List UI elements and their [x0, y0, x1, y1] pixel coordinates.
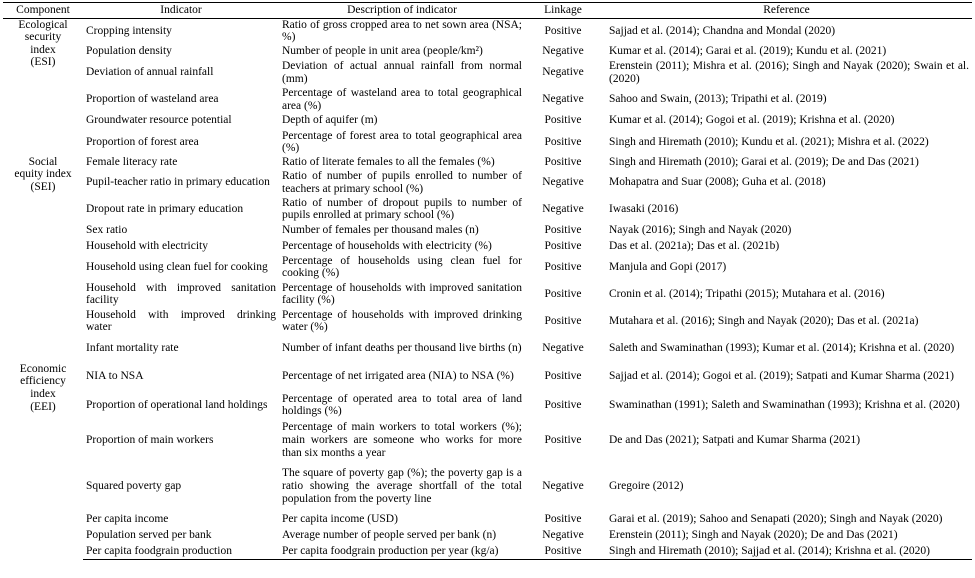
description-cell: Percentage of households using clean fuel for cooking (%)	[282, 254, 522, 280]
header-indicator: Indicator	[83, 3, 279, 19]
component-label-line: Economic	[19, 362, 67, 375]
table-row	[3, 461, 972, 512]
indicator-cell: Household with electricity	[86, 239, 208, 252]
linkage-cell: Positive	[544, 398, 582, 411]
reference-cell: Kumar et al. (2014); Gogoi et al. (2019); Krishna et al. (2020)	[609, 114, 895, 127]
linkage-cell: Negative	[542, 202, 584, 215]
reference-cell: Sajjad et al. (2014); Gogoi et al. (2019); Satpati and Kumar Sharma (2021)	[609, 370, 954, 383]
reference-cell: Das et al. (2021a); Das et al. (2021b)	[609, 239, 780, 252]
reference-cell: Saleth and Swaminathan (1993); Kumar et al. (2014); Krishna et al. (2020)	[609, 342, 955, 355]
description-cell: Per capita income (USD)	[282, 513, 398, 526]
reference-cell: Singh and Hiremath (2010); Kundu et al. (2021); Mishra et al. (2022)	[609, 135, 929, 148]
reference-cell: Gregoire (2012)	[609, 479, 684, 492]
reference-cell: Singh and Hiremath (2010); Sajjad et al. (2014); Krishna et al. (2020)	[601, 544, 972, 560]
indicator-cell: Squared poverty gap	[86, 479, 182, 492]
table-row	[3, 281, 972, 308]
description-cell: Ratio of gross cropped area to net sown area (NSA; %)	[282, 18, 522, 44]
indicator-cell: Per capita income	[86, 513, 169, 526]
reference-cell: Mohapatra and Suar (2008); Guha et al. (2018)	[609, 176, 826, 189]
reference-cell: Erenstein (2011); Mishra et al. (2016); Singh and Nayak (2020); Swain et al. (2020)	[609, 60, 969, 85]
description-cell: Percentage of households with improved drinking water (%)	[282, 308, 522, 334]
component-label-line: security	[24, 31, 62, 44]
linkage-cell: Positive	[544, 114, 582, 127]
description-cell: Ratio of literate females to all the females (%)	[282, 156, 495, 169]
linkage-cell: Positive	[525, 544, 601, 560]
header-reference: Reference	[601, 3, 972, 19]
indicator-cell: Proportion of operational land holdings	[86, 398, 268, 411]
reference-cell: Sahoo and Swain, (2013); Tripathi et al. (2019)	[609, 93, 827, 106]
description-cell: Percentage of net irrigated area (NIA) to NSA (%)	[282, 370, 514, 383]
indicator-cell: Cropping intensity	[86, 24, 172, 37]
component-label-line: Social	[28, 155, 58, 168]
description-cell: Deviation of actual annual rainfall from normal (mm)	[282, 60, 522, 85]
linkage-cell: Positive	[544, 287, 582, 300]
header-row	[3, 3, 972, 19]
indicator-cell: Sex ratio	[86, 224, 128, 237]
table-row	[3, 335, 972, 363]
description-cell: Average number of people served per bank (n)	[282, 529, 497, 542]
component-cell	[3, 363, 83, 560]
description-cell: Percentage of households with improved sanitation facility (%)	[282, 281, 522, 307]
table-row	[3, 239, 972, 254]
description-cell: Depth of aquifer (m)	[282, 114, 378, 127]
indicator-cell: Proportion of main workers	[86, 433, 214, 446]
table-row	[3, 420, 972, 461]
indicator-cell: NIA to NSA	[86, 370, 144, 383]
linkage-cell: Negative	[542, 176, 584, 189]
linkage-cell: Positive	[544, 433, 582, 446]
linkage-cell: Positive	[544, 260, 582, 273]
component-label-line: index	[30, 43, 56, 56]
description-cell: Percentage of main workers to total workers (%); main workers are someone who works for more than six months a year	[282, 421, 522, 459]
linkage-cell: Negative	[542, 479, 584, 492]
description-cell: Percentage of wasteland area to total geographical area (%)	[282, 87, 522, 112]
indicator-cell: Proportion of forest area	[86, 135, 199, 148]
reference-cell: Cronin et al. (2014); Tripathi (2015); Mutahara et al. (2016)	[609, 287, 885, 300]
indicator-cell: Proportion of wasteland area	[86, 93, 219, 106]
table-row	[3, 528, 972, 544]
component-label-line: (ESI)	[30, 56, 56, 69]
reference-cell: Mutahara et al. (2016); Singh and Nayak (2020); Das et al. (2021a)	[609, 314, 919, 327]
component-label-line: equity index	[14, 168, 72, 181]
component-cell	[3, 156, 83, 363]
indicator-cell: Dropout rate in primary education	[86, 202, 244, 215]
table-row	[3, 254, 972, 281]
header-component: Component	[3, 3, 83, 19]
indicator-cell: Infant mortality rate	[86, 342, 179, 355]
table-row	[3, 156, 972, 170]
linkage-cell: Negative	[542, 93, 584, 106]
component-label-line: index	[30, 387, 56, 400]
header-linkage: Linkage	[525, 3, 601, 19]
linkage-cell: Positive	[544, 370, 582, 383]
reference-cell: Manjula and Gopi (2017)	[609, 260, 727, 273]
description-cell: Ratio of number of pupils enrolled to number of teachers at primary school (%)	[282, 170, 522, 195]
description-cell: Number of people in unit area (people/km²)	[282, 44, 483, 57]
reference-cell: Iwasaki (2016)	[609, 202, 679, 215]
description-cell: Number of females per thousand males (n)	[282, 224, 479, 237]
table-row	[3, 391, 972, 420]
table-row	[3, 113, 972, 129]
table-body	[3, 18, 972, 560]
indicator-cell: Per capita foodgrain production	[83, 544, 279, 560]
reference-cell: Garai et al. (2019); Sahoo and Senapati (2020); Singh and Nayak (2020)	[609, 513, 943, 526]
description-cell: The square of poverty gap (%); the poverty gap is a ratio showing the average shortfall of the total population from the poverty line	[282, 467, 522, 505]
indicator-table	[3, 2, 972, 560]
reference-cell: Singh and Hiremath (2010); Garai et al. (2019); De and Das (2021)	[609, 156, 919, 169]
linkage-cell: Positive	[544, 239, 582, 252]
table-row	[3, 170, 972, 196]
component-label-line: Ecological	[18, 18, 68, 31]
linkage-cell: Positive	[544, 156, 582, 169]
table-row	[3, 44, 972, 59]
linkage-cell: Negative	[542, 44, 584, 57]
description-cell: Percentage of households with electricity (%)	[282, 239, 492, 252]
table-row	[3, 223, 972, 239]
indicator-cell: Population served per bank	[86, 529, 212, 542]
header-description: Description of indicator	[279, 3, 525, 19]
linkage-cell: Positive	[544, 135, 582, 148]
description-cell: Ratio of number of dropout pupils to number of pupils enrolled at primary school (%)	[282, 196, 522, 222]
table-row	[3, 363, 972, 391]
indicator-cell: Population density	[86, 44, 172, 57]
table-row	[3, 308, 972, 335]
indicator-cell: Household with improved drinking water	[86, 308, 276, 334]
linkage-cell: Negative	[542, 66, 584, 79]
table-row	[3, 59, 972, 87]
component-label-line: (SEI)	[30, 180, 56, 193]
table-row	[3, 512, 972, 528]
table-row	[3, 196, 972, 223]
table-row	[3, 544, 972, 560]
linkage-cell: Negative	[542, 342, 584, 355]
table-row	[3, 87, 972, 113]
reference-cell: Nayak (2016); Singh and Nayak (2020)	[609, 224, 792, 237]
reference-cell: Erenstein (2011); Singh and Nayak (2020); De and Das (2021)	[609, 529, 898, 542]
indicator-cell: Deviation of annual rainfall	[86, 66, 214, 79]
component-cell	[3, 18, 83, 156]
indicator-cell: Female literacy rate	[86, 156, 178, 169]
linkage-cell: Positive	[544, 224, 582, 237]
table-row	[3, 129, 972, 156]
component-label-line: (EEI)	[30, 400, 56, 413]
description-cell: Per capita foodgrain production per year (kg/a)	[279, 544, 525, 560]
linkage-cell: Positive	[544, 24, 582, 37]
indicator-cell: Household with improved sanitation facility	[86, 281, 276, 307]
reference-cell: Kumar et al. (2014); Garai et al. (2019); Kundu et al. (2021)	[609, 44, 887, 57]
indicator-cell: Groundwater resource potential	[86, 114, 232, 127]
linkage-cell: Positive	[544, 513, 582, 526]
reference-cell: Swaminathan (1991); Saleth and Swaminathan (1993); Krishna et al. (2020)	[609, 398, 960, 411]
reference-cell: De and Das (2021); Satpati and Kumar Sharma (2021)	[609, 433, 861, 446]
indicator-cell: Pupil-teacher ratio in primary education	[86, 176, 270, 189]
linkage-cell: Positive	[544, 314, 582, 327]
indicator-cell: Household using clean fuel for cooking	[86, 260, 268, 273]
reference-cell: Sajjad et al. (2014); Chandna and Mondal (2020)	[609, 24, 836, 37]
description-cell: Percentage of forest area to total geographical area (%)	[282, 129, 522, 155]
description-cell: Percentage of operated area to total area of land holdings (%)	[282, 392, 522, 418]
description-cell: Number of infant deaths per thousand live births (n)	[282, 342, 522, 355]
linkage-cell: Negative	[542, 529, 584, 542]
table-row	[3, 18, 972, 44]
component-label-line: efficiency	[20, 375, 66, 388]
